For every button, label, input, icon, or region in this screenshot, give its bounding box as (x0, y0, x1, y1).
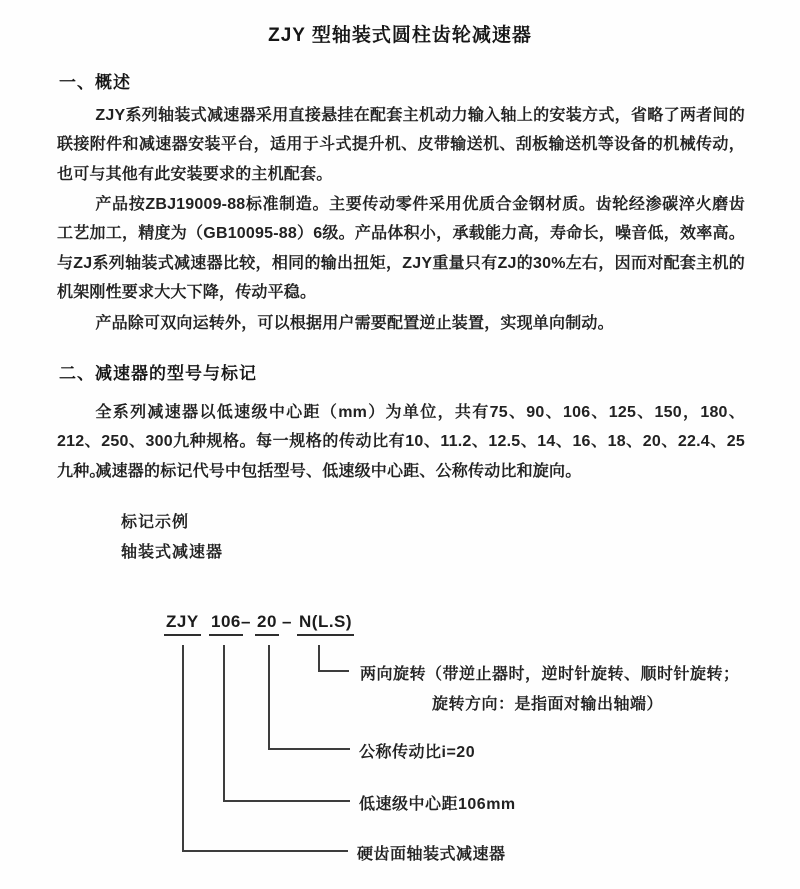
model-code-ratio: 20 (255, 612, 279, 636)
callout-ratio-label: 公称传动比i=20 (359, 744, 476, 761)
model-paragraph-2: 减速器的标记代号中包括型号、低速级中心距、公称传动比和旋向。 (95, 463, 582, 480)
callout-rotation-label: 两向旋转（带逆止器时，逆时针旋转、顺时针旋转； (360, 666, 740, 683)
model-paragraph-1: 全系列减速器以低速级中心距（mm）为单位，共有75、90、106、125、150，180、212、250、300九种规格。每一规格的传动比有10、11.2、12.5、14、16、18、20、22.4、25九种。 (57, 404, 745, 480)
marking-example-caption: 标记示例 (121, 514, 190, 531)
model-code-separator: – (241, 612, 251, 631)
callout-connector-elbow-center-distance (223, 800, 350, 802)
model-code-separator: – (282, 612, 292, 631)
callout-connector-line-ratio (268, 645, 270, 750)
section-overview-heading: 一、概述 (59, 73, 131, 92)
document-title: ZJY 型轴装式圆柱齿轮减速器 (268, 25, 532, 46)
callout-connector-line-series (182, 645, 184, 852)
overview-paragraph-3: 产品除可双向运转外，可以根据用户需要配置逆止装置，实现单向制动。 (95, 315, 614, 332)
marking-example-subject: 轴装式减速器 (121, 544, 224, 561)
callout-connector-line-rotation (318, 645, 320, 672)
callout-center-distance-label: 低速级中心距106mm (359, 796, 516, 813)
overview-paragraph-1: ZJY系列轴装式减速器采用直接悬挂在配套主机动力输入轴上的安装方式，省略了两者间的联接附件和减速器安装平台，适用于斗式提升机、皮带输送机、刮板输送机等设备的机械传动，也可与其他有此安装要求的主机配套。 (57, 107, 745, 183)
overview-paragraph-2: 产品按ZBJ19009-88标准制造。主要传动零件采用优质合金钢材质。齿轮经渗碳淬火磨齿工艺加工，精度为（GB10095-88）6级。产品体积小，承载能力高，寿命长，噪音低，效率高。与ZJ系列轴装式减速器比较，相同的输出扭矩，ZJY重量只有ZJ的30%左右，因而对配套主机的机架刚性要求大大下降，传动平稳。 (57, 196, 745, 302)
callout-connector-elbow-ratio (268, 748, 350, 750)
callout-series-label: 硬齿面轴装式减速器 (357, 846, 506, 863)
callout-connector-line-center-distance (223, 645, 225, 802)
callout-connector-elbow-series (182, 850, 348, 852)
model-code-rotation: N(L.S) (297, 612, 354, 636)
callout-rotation-label-line2: 旋转方向：是指面对输出轴端） (432, 696, 664, 713)
callout-connector-elbow-rotation (318, 670, 349, 672)
section-model-marking-heading: 二、减速器的型号与标记 (59, 364, 257, 383)
model-code-series: ZJY (164, 612, 201, 636)
model-code-center-distance: 106 (209, 612, 243, 636)
